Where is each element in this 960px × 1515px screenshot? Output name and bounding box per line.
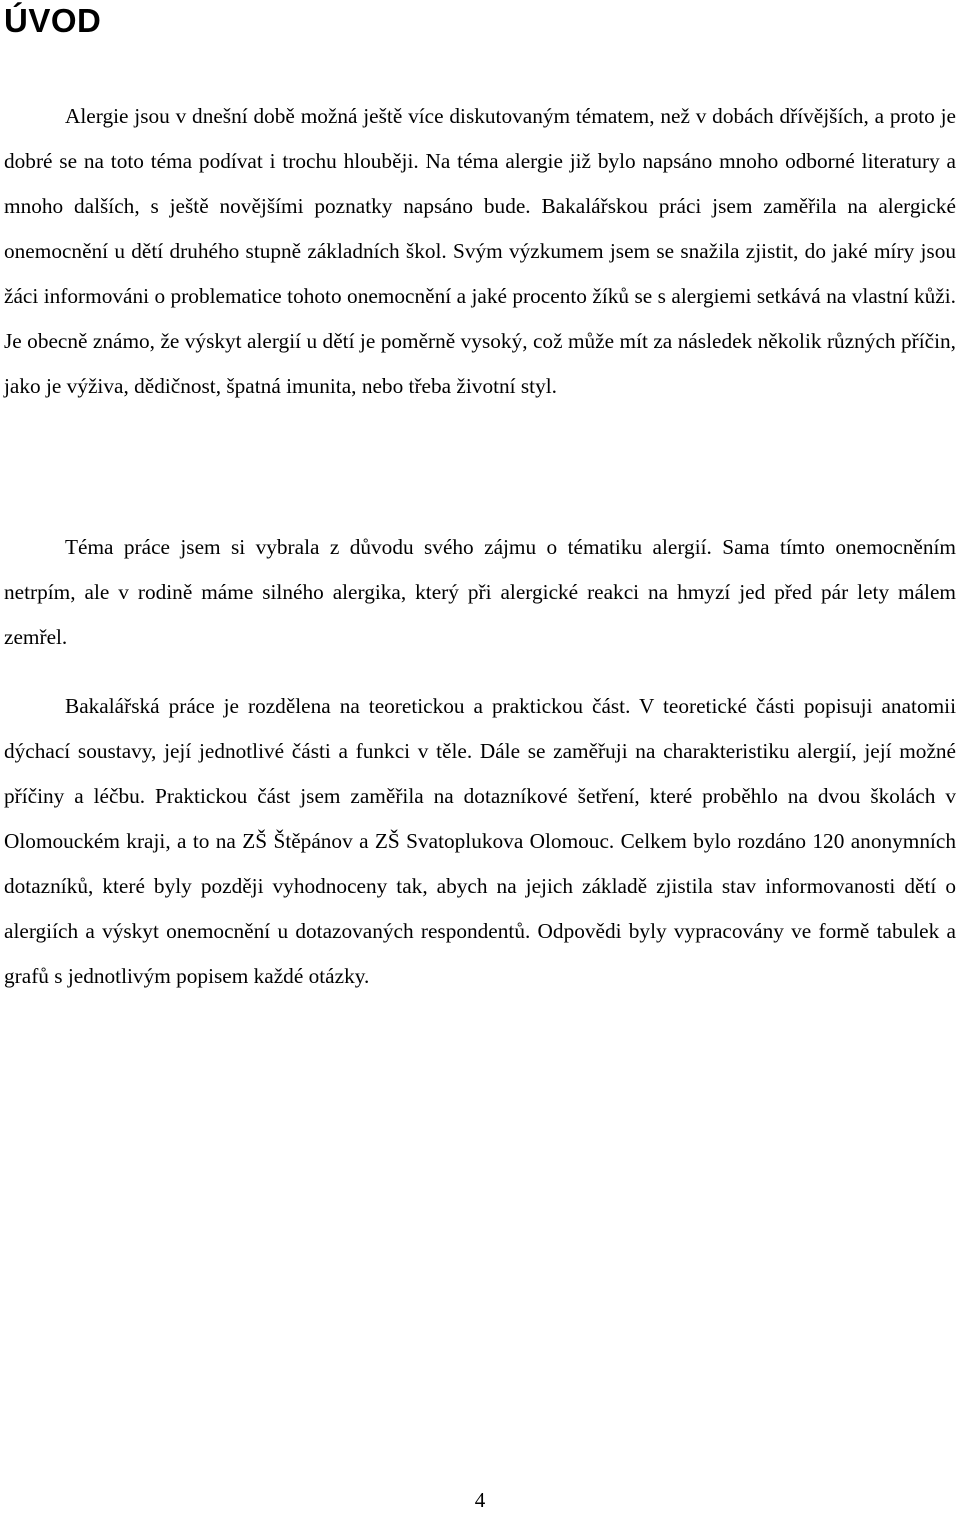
paragraph-introduction: Alergie jsou v dnešní době možná ještě více diskutovaným tématem, než v dobách dřívějších, a proto je dobré se na toto téma podívat i trochu hlouběji. Na téma alergie již bylo napsáno mnoho odborné literatury a mnoho dalších, s ještě novějšími poznatky napsáno bude. Bakalářskou práci jsem zaměřila na alergické onemocnění u dětí druhého stupně základních škol. Svým výzkumem jsem se snažila zjistit, do jaké míry jsou žáci informováni o problematice tohoto onemocnění a jaké procento žíků se s alergiemi setkává na vlastní kůži. Je obecně známo, že výskyt alergií u dětí je poměrně vysoký, což může mít za následek několik různých příčin, jako je výživa, dědičnost, špatná imunita, nebo třeba životní styl. <box>4 104 956 398</box>
paragraph-topic-choice: Téma práce jsem si vybrala z důvodu svého zájmu o tématiku alergií. Sama tímto onemocněním netrpím, ale v rodině máme silného alergika, který při alergické reakci na hmyzí jed před pár lety málem zemřel. <box>4 535 956 649</box>
page-title: ÚVOD <box>4 2 102 39</box>
paragraph-thesis-structure: Bakalářská práce je rozdělena na teoretickou a praktickou část. V teoretické části popisuji anatomii dýchací soustavy, její jednotlivé části a funkci v těle. Dále se zaměřuji na charakteristiku alergií, její možné příčiny a léčbu. Praktickou část jsem zaměřila na dotazníkové šetření, které proběhlo na dvou školách v Olomouckém kraji, a to na ZŠ Štěpánov a ZŠ Svatoplukova Olomouc. Celkem bylo rozdáno 120 anonymních dotazníků, které byly později vyhodnoceny tak, abych na jejich základě zjistila stav informovanosti dětí o alergiích a výskyt onemocnění u dotazovaných respondentů. Odpovědi byly vypracovány ve formě tabulek a grafů s jednotlivým popisem každé otázky. <box>4 694 956 988</box>
page-number: 4 <box>474 1488 486 1512</box>
